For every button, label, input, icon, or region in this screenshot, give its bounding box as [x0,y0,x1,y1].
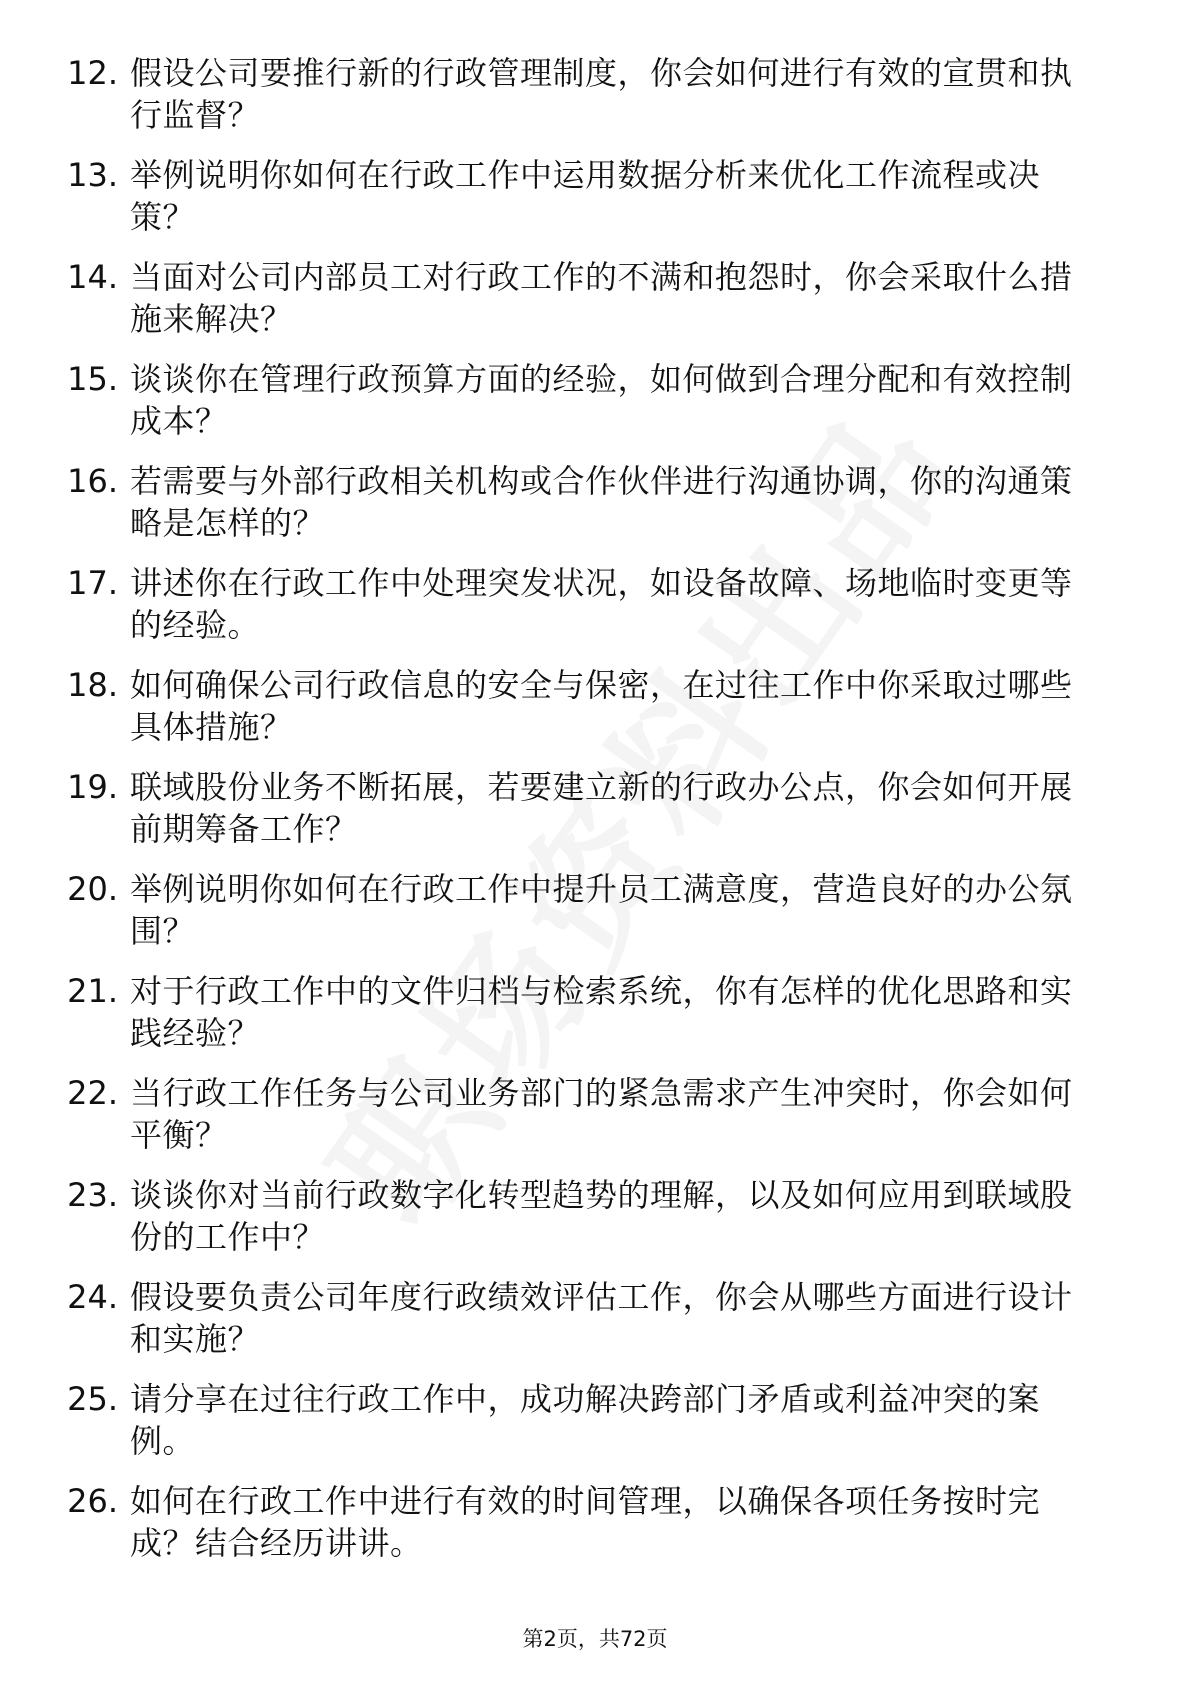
question-text: 若需要与外部行政相关机构或合作伙伴进行沟通协调，你的沟通策略是怎样的？ [130,462,1073,542]
question-text: 举例说明你如何在行政工作中运用数据分析来优化工作流程或决策？ [130,156,1041,236]
question-number: 21. [67,972,118,1010]
question-number: 25. [67,1380,118,1418]
question-number: 18. [67,666,118,704]
question-text: 当面对公司内部员工对行政工作的不满和抱怨时，你会采取什么措施来解决？ [130,258,1073,338]
question-number: 12. [67,54,118,92]
question-number: 14. [67,258,118,296]
question-number: 26. [67,1482,118,1520]
question-number: 22. [67,1074,118,1112]
page-footer [0,1623,1190,1653]
question-text: 请分享在过往行政工作中，成功解决跨部门矛盾或利益冲突的案例。 [130,1380,1041,1460]
question-text: 谈谈你在管理行政预算方面的经验，如何做到合理分配和有效控制成本？ [130,360,1073,440]
list-item [54,766,1144,850]
question-number: 23. [67,1176,118,1214]
question-text: 当行政工作任务与公司业务部门的紧急需求产生冲突时，你会如何平衡？ [130,1074,1073,1154]
list-item [54,52,1144,136]
question-number: 24. [67,1278,118,1316]
page-number-label: 第2页，共72页 [522,1627,668,1651]
question-number: 20. [67,870,118,908]
question-number: 16. [67,462,118,500]
question-list [54,52,1144,1582]
question-text: 如何在行政工作中进行有效的时间管理，以确保各项任务按时完成？结合经历讲讲。 [130,1482,1041,1562]
question-text: 举例说明你如何在行政工作中提升员工满意度，营造良好的办公氛围？ [130,870,1073,950]
list-item [54,358,1144,442]
list-item [54,1072,1144,1156]
question-text: 讲述你在行政工作中处理突发状况，如设备故障、场地临时变更等的经验。 [130,564,1073,644]
question-text: 如何确保公司行政信息的安全与保密，在过往工作中你采取过哪些具体措施？ [130,666,1073,746]
list-item [54,970,1144,1054]
question-text: 假设要负责公司年度行政绩效评估工作，你会从哪些方面进行设计和实施？ [130,1278,1073,1358]
question-text: 假设公司要推行新的行政管理制度，你会如何进行有效的宣贯和执行监督？ [130,54,1073,134]
list-item [54,664,1144,748]
question-text: 谈谈你对当前行政数字化转型趋势的理解，以及如何应用到联域股份的工作中？ [130,1176,1073,1256]
list-item [54,868,1144,952]
list-item [54,154,1144,238]
list-item [54,460,1144,544]
list-item [54,256,1144,340]
question-number: 15. [67,360,118,398]
question-number: 19. [67,768,118,806]
list-item [54,562,1144,646]
question-number: 13. [67,156,118,194]
list-item [54,1480,1144,1564]
list-item [54,1378,1144,1462]
list-item [54,1174,1144,1258]
question-text: 对于行政工作中的文件归档与检索系统，你有怎样的优化思路和实践经验？ [130,972,1073,1052]
question-text: 联域股份业务不断拓展，若要建立新的行政办公点，你会如何开展前期筹备工作？ [130,768,1073,848]
list-item [54,1276,1144,1360]
question-number: 17. [67,564,118,602]
